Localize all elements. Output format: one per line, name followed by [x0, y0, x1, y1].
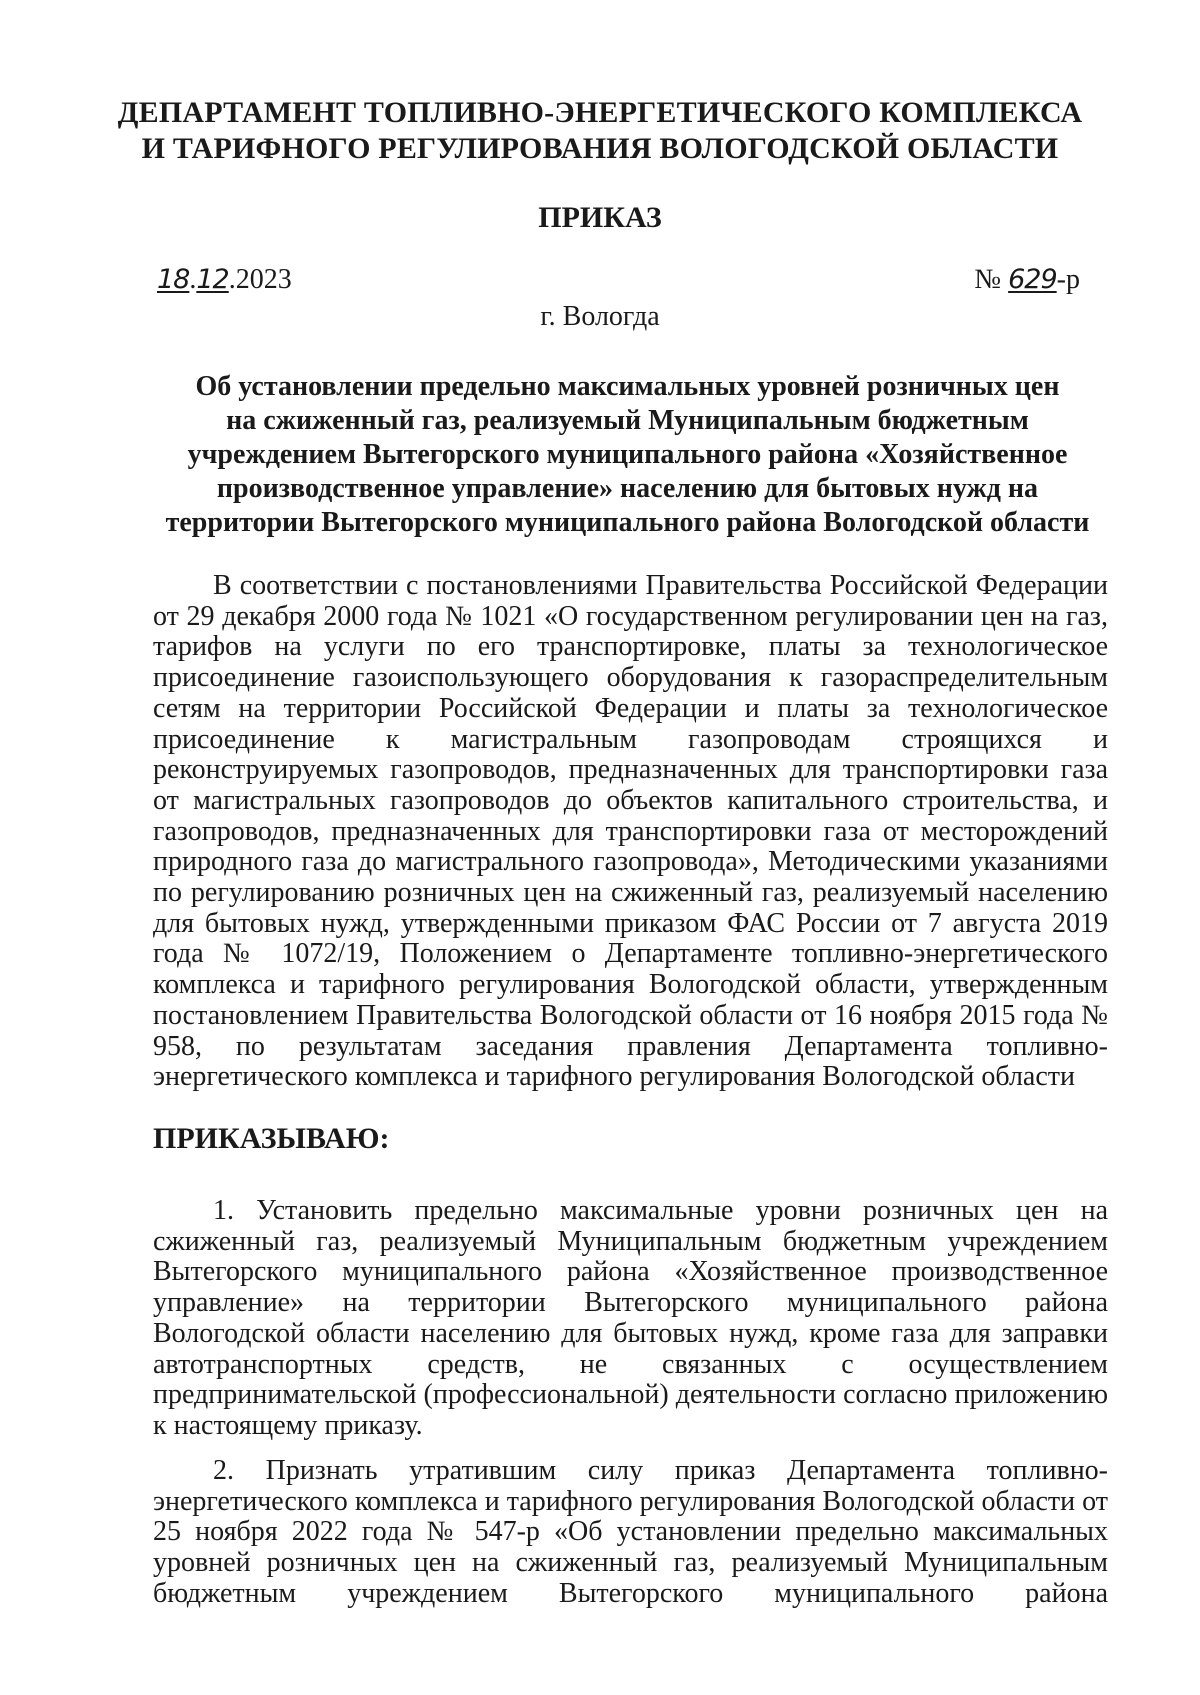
header-line-1: ДЕПАРТАМЕНТ ТОПЛИВНО-ЭНЕРГЕТИЧЕСКОГО КОМПЛЕКСА: [117, 96, 1083, 129]
subject-line: производственное управление» населению для бытовых нужд на: [216, 473, 1039, 504]
preamble-paragraph: В соответствии с постановлениями Правительства Российской Федерации от 29 декабря 2000 года № 1021 «О государственном регулировании цен на газ, тарифов на услуги по его транспортировке, платы за технологическое присоединение газоиспользующего оборудования к газораспределительным сетям на территории Российской Федерации и платы за технологическое присоединение к магистральным газопроводам строящихся и реконструируемых газопроводов, предназначенных для транспортировки газа от магистральных газопроводов до объектов капитального строительства, и газопроводов, предназначенных для транспортировки газа от месторождений природного газа до магистрального газопровода», Методическими указаниями по регулированию розничных цен на сжиженный газ, реализуемый населению для бытовых нужд, утвержденными приказом ФАС России от 7 августа 2019 года № 1072/19, Положением о Департаменте топливно-энергетического комплекса и тарифного регулирования Вологодской области, утвержденным постановлением Правительства Вологодской области от 16 ноября 2015 года № 958, по результатам заседания правления Департамента топливно-энергетического комплекса и тарифного регулирования Вологодской области: [153, 570, 1108, 1093]
order-subject: [150, 370, 1105, 540]
document-type: ПРИКАЗ: [538, 201, 662, 234]
subject-line: Об установлении предельно максимальных уровней розничных цен: [195, 371, 1060, 402]
order-directive: ПРИКАЗЫВАЮ:: [153, 1122, 390, 1155]
city: г. Вологда: [540, 301, 660, 332]
item-2-block: [153, 1456, 1108, 1610]
order-date: 18.12.2023: [157, 264, 292, 295]
item-1-block: [153, 1196, 1108, 1442]
order-number: [974, 264, 1080, 296]
order-item-2: 2. Признать утратившим силу приказ Департамента топливно-энергетического комплекса и тарифного регулирования Вологодской области от 25 ноября 2022 года № 547-р «Об установлении предельно максимальных уровней розничных цен на сжиженный газ, реализуемый Муниципальным бюджетным учреждением Вытегорского муниципального района: [153, 1455, 1108, 1609]
subject-line: учреждением Вытегорского муниципального района «Хозяйственное: [187, 439, 1068, 470]
number-prefix: №: [974, 264, 1002, 295]
order-item-1: 1. Установить предельно максимальные уровни розничных цен на сжиженный газ, реализуемый Муниципальным бюджетным учреждением Вытегорского муниципального района «Хозяйственное производственное управление» на территории Вытегорского муниципального района Вологодской области населению для бытовых нужд, кроме газа для заправки автотранспортных средств, не связанных с осуществлением предпринимательской (профессиональной) деятельности согласно приложению к настоящему приказу.: [153, 1195, 1108, 1441]
number-suffix: -р: [1056, 264, 1080, 295]
header-line-2: И ТАРИФНОГО РЕГУЛИРОВАНИЯ ВОЛОГОДСКОЙ ОБЛАСТИ: [141, 132, 1059, 165]
number-value: 629: [1008, 264, 1057, 295]
preamble-block: [153, 571, 1108, 1093]
date-year: 2023: [235, 264, 292, 295]
date-day: 18: [157, 264, 190, 295]
date-month: 12: [196, 264, 229, 295]
subject-line: на сжиженный газ, реализуемый Муниципальным бюджетным: [226, 405, 1029, 436]
department-header: [0, 95, 1200, 167]
subject-line: территории Вытегорского муниципального района Вологодской области: [165, 507, 1090, 538]
